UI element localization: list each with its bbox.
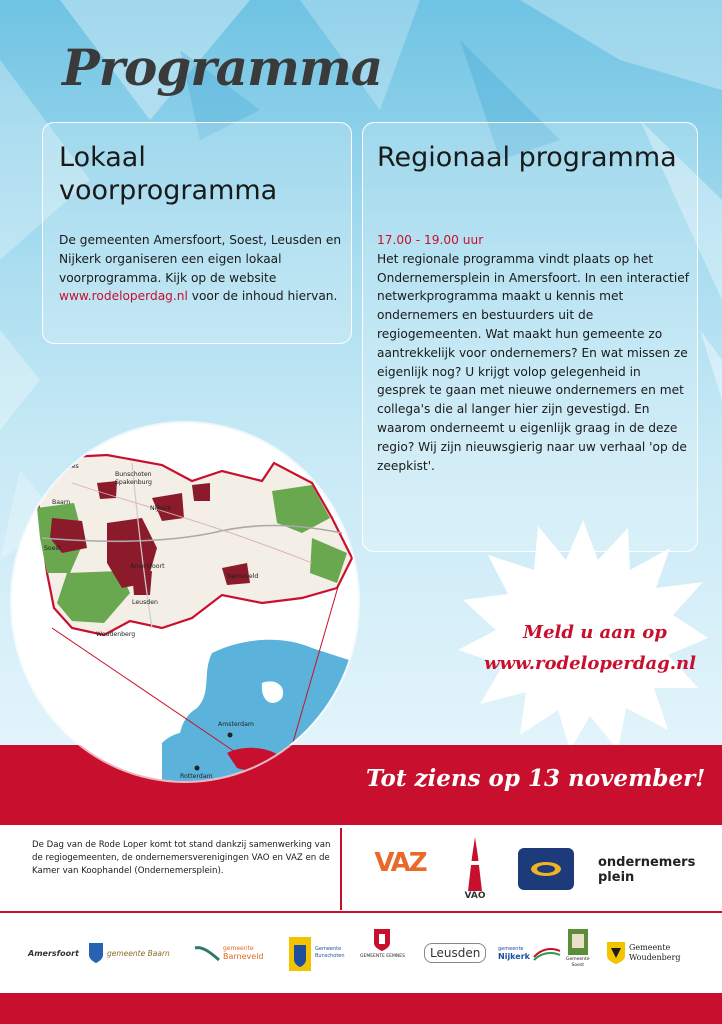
register-url[interactable]: www.rodeloperdag.nl xyxy=(484,653,696,674)
partner-soest: Gemeente Soest xyxy=(566,928,590,978)
map-label-soest: Soest xyxy=(44,545,62,552)
page-title: Programma xyxy=(62,38,383,97)
nijkerk-waves-icon xyxy=(533,945,561,961)
program-time: 17.00 - 19.00 uur xyxy=(377,233,484,247)
ondernemersplein-logo: ondernemers plein xyxy=(598,855,696,885)
partner-eemnes: GEMEENTE EEMNES xyxy=(360,928,405,978)
regional-program-body xyxy=(377,231,692,475)
partner-amersfoort: Amersfoort xyxy=(28,948,79,958)
partner-baarn: gemeente Baarn xyxy=(88,928,170,978)
regional-program-text: Het regionale programma vindt plaats op het Ondernemersplein in Amersfoort. In een interactief netwerkprogramma maakt u kennis met ondernemers en bestuurders uit de regiogemeenten. Wat maakt hun gemeente zo aantrekkelijk voor ondernemers? En wat missen ze eigenlijk nog? U krijgt volop gelegenheid in gesprek te gaan met nieuwe ondernemers en met collega's die al langer hier zijn gevestigd. En waarom onderneemt u eigenlijk graag in de deze regio? Wij zijn nieuwsgierig naar uw verhaal 'op de zeepkist'. xyxy=(377,251,690,473)
goodbye-banner-text: Tot ziens op 13 november! xyxy=(366,765,706,792)
region-map xyxy=(12,423,358,781)
map-label-spakenburg: Spakenburg xyxy=(115,479,152,486)
kvk-emblem-icon xyxy=(528,859,564,879)
partner-nijkerk: gemeente Nijkerk xyxy=(498,928,561,978)
eemnes-crest-icon xyxy=(373,928,391,952)
map-label-arnhem: Arnhem xyxy=(280,771,305,778)
map-label-nijkerk: Nijkerk xyxy=(150,505,172,512)
partner-bunschoten: Gemeente Bunschoten xyxy=(288,928,345,978)
vao-logo: VAO xyxy=(455,832,495,906)
bottom-red-band xyxy=(0,993,722,1024)
map-label-amsterdam: Amsterdam xyxy=(218,721,254,728)
register-text: Meld u aan op xyxy=(523,622,667,643)
map-label-eemnes: Eemnes xyxy=(54,463,79,470)
map-label-baarn: Baarn xyxy=(52,499,71,506)
map-label-woudenberg: Woudenberg xyxy=(96,631,136,638)
local-program-panel xyxy=(42,122,352,344)
organizers-note: De Dag van de Rode Loper komt tot stand dankzij samenwerking van de regiogemeenten, de ondernemersverenigingen VAO en VAZ en de Kamer van Koophandel (Ondernemersplein). xyxy=(32,840,331,876)
map-label-barneveld: Barneveld xyxy=(227,573,259,580)
soest-crest-icon xyxy=(567,928,589,956)
regional-program-panel xyxy=(362,122,698,552)
map-label-rotterdam: Rotterdam xyxy=(180,773,213,780)
local-program-body-before: De gemeenten Amersfoort, Soest, Leusden en Nijkerk organiseren een eigen lokaal voorprogramma. Kijk op de website xyxy=(59,233,342,285)
bunschoten-crest-icon xyxy=(288,933,312,973)
local-program-body-after: voor de inhoud hiervan. xyxy=(187,289,338,304)
kvk-logo xyxy=(518,848,574,890)
map-label-amersfoort: Amersfoort xyxy=(130,563,165,570)
region-map-graphic xyxy=(12,423,358,781)
regional-program-heading: Regionaal programma xyxy=(377,142,677,173)
vao-tower-icon xyxy=(460,837,490,891)
vaz-logo: VAZ xyxy=(374,848,426,878)
partner-barneveld: gemeente Barneveld xyxy=(194,928,264,978)
baarn-shield-icon xyxy=(88,942,104,964)
local-program-body xyxy=(59,231,345,306)
woudenberg-crest-icon xyxy=(606,941,626,965)
section-divider xyxy=(340,828,342,910)
local-program-heading: Lokaal voorprogramma xyxy=(59,142,278,206)
partner-leusden: Leusden xyxy=(424,928,486,978)
partner-woudenberg: Gemeente Woudenberg xyxy=(606,928,680,978)
map-label-bunschoten: Bunschoten xyxy=(115,471,152,478)
barneveld-swoosh-icon xyxy=(194,944,220,962)
map-label-leusden: Leusden xyxy=(132,599,158,606)
website-link[interactable]: www.rodeloperdag.nl xyxy=(59,289,188,304)
